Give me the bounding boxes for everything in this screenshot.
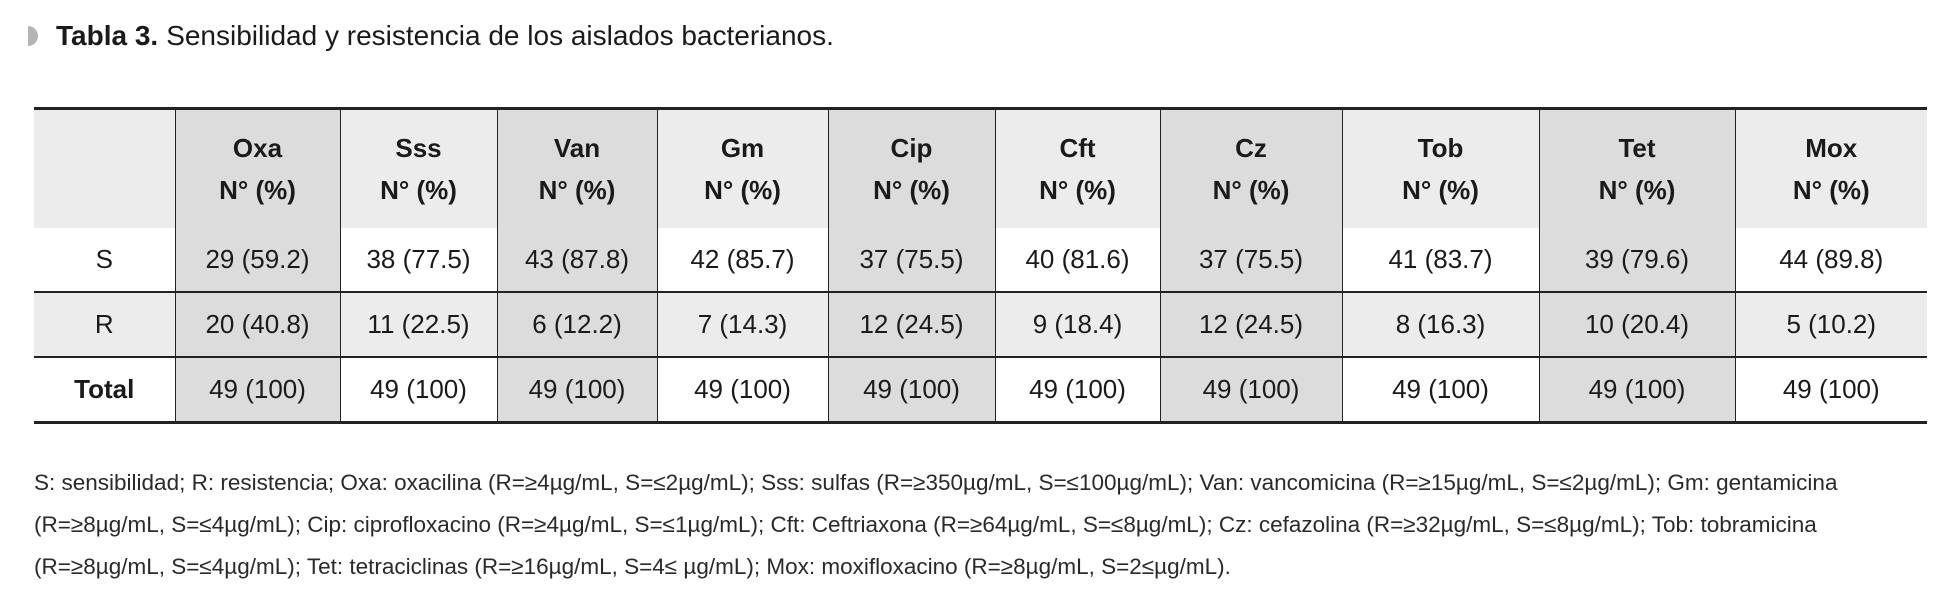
table-cell: 39 (79.6) bbox=[1539, 228, 1735, 292]
table-cell: 49 (100) bbox=[828, 357, 995, 423]
table-cell: 49 (100) bbox=[175, 357, 340, 423]
table-cell: 11 (22.5) bbox=[340, 292, 497, 357]
header-cell: Tob N° (%) bbox=[1342, 109, 1539, 229]
table-cell: 49 (100) bbox=[1160, 357, 1342, 423]
table-cell: 44 (89.8) bbox=[1735, 228, 1927, 292]
table-cell: 10 (20.4) bbox=[1539, 292, 1735, 357]
table-cell: 12 (24.5) bbox=[1160, 292, 1342, 357]
table-cell: 49 (100) bbox=[1539, 357, 1735, 423]
table-cell: 37 (75.5) bbox=[828, 228, 995, 292]
row-label: R bbox=[34, 292, 175, 357]
table-cell: 5 (10.2) bbox=[1735, 292, 1927, 357]
table-cell: 49 (100) bbox=[657, 357, 828, 423]
table-cell: 41 (83.7) bbox=[1342, 228, 1539, 292]
header-row bbox=[34, 109, 1927, 229]
row-label: Total bbox=[34, 357, 175, 423]
table-cell: 49 (100) bbox=[497, 357, 657, 423]
table-caption bbox=[28, 18, 834, 54]
table-row bbox=[34, 292, 1927, 357]
table-cell: 49 (100) bbox=[1342, 357, 1539, 423]
table-footnote: S: sensibilidad; R: resistencia; Oxa: oxacilina (R=≥4µg/mL, S=≤2µg/mL); Sss: sulfas (R=≥350µg/mL, S=≤100µg/mL); Van: vancomicina (R=≥15µg/mL, S=≤2µg/mL); Gm: gentamicina (R=≥8µg/mL, S=≤4µg/mL); Cip: ciprofloxacino (R=≥4µg/mL, S=≤1µg/mL); Cft: Ceftriaxona (R=≥64µg/mL, S=≤8µg/mL); Cz: cefazolina (R=≥32µg/mL, S=≤8µg/mL); Tob: tobramicina (R=≥8µg/mL, S=≤4µg/mL); Tet: tetraciclinas (R=≥16µg/mL, S=4≤ µg/mL); Mox: moxifloxacino (R=≥8µg/mL, S=2≤µg/mL). bbox=[34, 470, 1838, 579]
table-cell: 6 (12.2) bbox=[497, 292, 657, 357]
caption-bullet-icon bbox=[28, 26, 38, 46]
header-cell: Cft N° (%) bbox=[995, 109, 1160, 229]
table-cell: 29 (59.2) bbox=[175, 228, 340, 292]
header-cell: Oxa N° (%) bbox=[175, 109, 340, 229]
header-cell: Tet N° (%) bbox=[1539, 109, 1735, 229]
header-cell: Sss N° (%) bbox=[340, 109, 497, 229]
header-cell: Gm N° (%) bbox=[657, 109, 828, 229]
table-cell: 9 (18.4) bbox=[995, 292, 1160, 357]
table-cell: 12 (24.5) bbox=[828, 292, 995, 357]
table-row bbox=[34, 357, 1927, 423]
table-cell: 40 (81.6) bbox=[995, 228, 1160, 292]
table-cell: 49 (100) bbox=[340, 357, 497, 423]
table-cell: 8 (16.3) bbox=[1342, 292, 1539, 357]
row-label: S bbox=[34, 228, 175, 292]
table-cell: 43 (87.8) bbox=[497, 228, 657, 292]
caption-text: Sensibilidad y resistencia de los aislados bacterianos. bbox=[166, 20, 834, 51]
header-corner bbox=[34, 109, 175, 229]
header-cell: Cz N° (%) bbox=[1160, 109, 1342, 229]
header-cell: Cip N° (%) bbox=[828, 109, 995, 229]
table-row bbox=[34, 228, 1927, 292]
header-cell: Van N° (%) bbox=[497, 109, 657, 229]
table-cell: 20 (40.8) bbox=[175, 292, 340, 357]
table-cell: 42 (85.7) bbox=[657, 228, 828, 292]
table-cell: 37 (75.5) bbox=[1160, 228, 1342, 292]
table-cell: 38 (77.5) bbox=[340, 228, 497, 292]
caption-label: Tabla 3. bbox=[56, 20, 159, 51]
header-cell: Mox N° (%) bbox=[1735, 109, 1927, 229]
susceptibility-table bbox=[34, 107, 1927, 424]
table-cell: 49 (100) bbox=[995, 357, 1160, 423]
table-cell: 7 (14.3) bbox=[657, 292, 828, 357]
table-cell: 49 (100) bbox=[1735, 357, 1927, 423]
